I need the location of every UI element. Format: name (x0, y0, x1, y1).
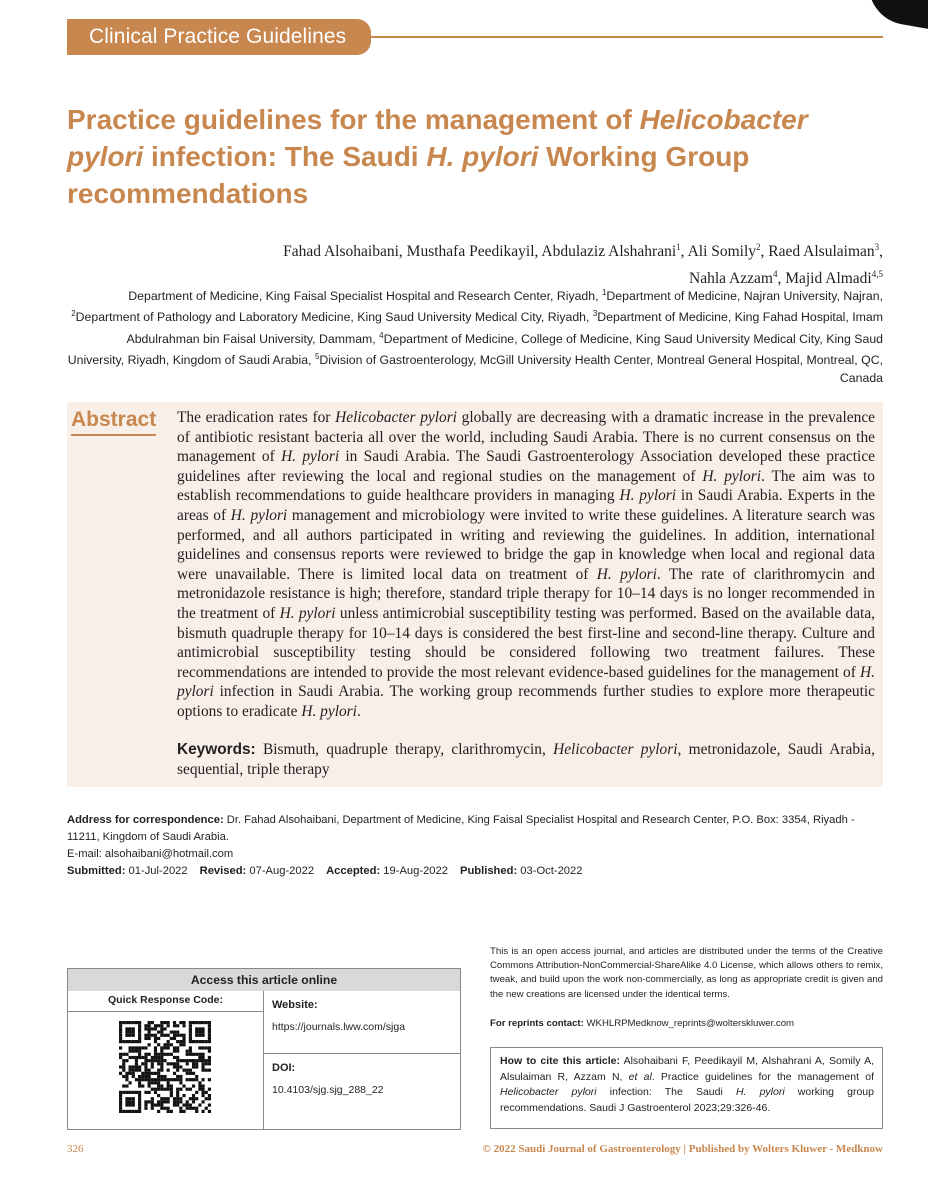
author-name: Abdulaziz Alshahrani (541, 243, 677, 261)
abstract-text (177, 408, 875, 722)
author-affiliation-mark: 3 (874, 242, 880, 252)
date-item (326, 865, 448, 877)
italic-text: H. pylori (230, 506, 288, 524)
date-item (67, 865, 188, 877)
italic-text: H. pylori (177, 663, 875, 701)
reprints-contact (490, 1018, 883, 1029)
author-affiliation-mark: 4 (772, 269, 778, 280)
italic-text: H. pylori (281, 448, 340, 466)
text-run: in Saudi Arabia. Experts in the areas of (177, 487, 875, 524)
author-affiliation-mark: 4,5 (871, 269, 883, 280)
correspondence-label: Address for correspondence: (67, 814, 224, 826)
date-value: 03-Oct-2022 (517, 865, 583, 877)
affiliation-text: Division of Gastroenterology, McGill University Health Center, Montreal General Hospital, Montreal, QC, Canada (319, 352, 883, 386)
text-run: , metronidazole, Saudi Arabia, sequential, triple therapy (177, 741, 875, 778)
affiliation-text: Department of Pathology and Laboratory Medicine, King Saud University Medical City, Riyadh (75, 310, 586, 325)
author-affiliation-mark: 2 (756, 242, 761, 252)
keywords-list (177, 741, 875, 778)
text-run: Practice guidelines for the management of (67, 104, 640, 135)
article-dates (67, 863, 883, 880)
author-name: Ali Somily (687, 243, 757, 261)
website-cell (264, 991, 460, 1054)
date-item (200, 865, 314, 877)
affiliation-text: Department of Medicine, King Fahad Hospital, Imam Abdulrahman bin Faisal University, Dammam (126, 310, 883, 346)
affiliation-mark: 4 (379, 330, 384, 340)
text-run: infection: The Saudi (143, 141, 427, 172)
text-run: unless antimicrobial susceptibility testing was performed. Based on the available data, bismuth quadruple therapy for 10–14 days is considered the best first-line and second-line therapy. Culture and antimicrobial susceptibility testing should be considered following two treatment failures. These recommendations are intended to provide the most relevant evidence-based guidelines for the management of (177, 604, 876, 681)
author-name: Raed Alsulaiman (768, 243, 875, 261)
section-label: Clinical Practice Guidelines (89, 25, 347, 48)
italic-text: Helicobacter pylori (335, 409, 457, 426)
reprints-email[interactable]: WKHLRPMedknow_reprints@wolterskluwer.com (583, 1018, 795, 1029)
affiliation-mark: 5 (314, 351, 320, 361)
date-label: Published: (459, 865, 518, 877)
text-run: in Saudi Arabia. The Saudi Gastroenterology Association developed these practice guidelines after reviewing the local and regional studies on the management of (177, 448, 875, 485)
italic-text: Helicobacter pylori (67, 104, 808, 172)
text-run: Bismuth, quadruple therapy, clarithromycin, (255, 741, 554, 758)
date-value: 01-Jul-2022 (125, 865, 188, 877)
author-name: Nahla Azzam (689, 270, 773, 288)
access-details (264, 991, 460, 1129)
abstract-heading: Abstract (71, 408, 156, 436)
date-value: 07-Aug-2022 (246, 865, 315, 877)
correspondence-address-text: Dr. Fahad Alsohaibani, Department of Medicine, King Faisal Specialist Hospital and Research Center, P.O. Box: 3354, Riyadh - 11211, Kingdom of Saudi Arabia. (67, 814, 855, 843)
text-run: Working Group recommendations (67, 141, 750, 209)
italic-text: H. pylori (301, 702, 357, 720)
affiliation-text: Department of Medicine, King Faisal Specialist Hospital and Research Center, Riyadh (128, 289, 596, 304)
author-name: Musthafa Peedikayil (406, 243, 535, 261)
date-item (460, 865, 582, 877)
abstract-box (67, 402, 883, 787)
access-box (67, 968, 461, 1130)
date-label: Accepted: (326, 865, 381, 877)
access-heading: Access this article online (68, 969, 460, 991)
citation-text (500, 1054, 874, 1116)
affiliation-mark: 1 (601, 288, 607, 297)
affiliation-list: Department of Medicine, King Faisal Specialist Hospital and Research Center, Riyadh, $^1$Department of Medicine, Najran University, Najran, $^2$Department of Pathology and Laboratory Medicine, King Saud University Medical City, Riyadh, $^3$Department of Medicine, King Fahad Hospital, Imam Abdulrahman bin Faisal University, Dammam, $^4$Department of Medicine, College of Medicine, King Saud University Medical City, King Saud University, Riyadh, Kingdom of Saudi Arabia, $^5$Division of Gastroenterology, McGill University Health Center, Montreal General Hospital, Montreal, QC, Canada (67, 288, 883, 386)
doi-cell (264, 1054, 460, 1129)
text-run: infection: The Saudi (596, 1086, 736, 1098)
date-label: Revised: (199, 865, 247, 877)
italic-text: H. pylori (596, 565, 657, 583)
author-list: Fahad Alsohaibani, Musthafa Peedikayil, Abdulaziz Alshahrani$^1$, Ali Somily$^2$, Raed Alsulaiman$^3$, Nahla Azzam$^4$, Majid Almadi$^{4,5}$ (283, 242, 883, 288)
correspondence-address (67, 812, 883, 846)
text-run: management and microbiology were invited to write these guidelines. A literature search was performed, and all authors participated in writing and reviewing the guidelines. In addition, international guidelines and consensus reports were reviewed to bridge the gap in knowledge when local and regional data were unavailable. There is limited local data on treatment of (177, 506, 875, 583)
keywords-label: Keywords: (177, 741, 256, 758)
affiliation-text: Department of Medicine, College of Medicine, King Saud University Medical City, King Saud University, Riyadh, Kingdom of Saudi Arabia (67, 331, 883, 367)
italic-text: H. pylori (279, 604, 336, 622)
keywords (177, 740, 875, 779)
text-run: . Practice guidelines for the management of (651, 1070, 874, 1083)
date-value: 19-Aug-2022 (380, 865, 448, 877)
affiliation-mark: 2 (71, 309, 76, 319)
website-link[interactable]: https://journals.lww.com/sjga (272, 1021, 406, 1033)
italic-text: H. pylori (702, 467, 761, 485)
italic-text: Helicobacter pylori (500, 1086, 597, 1098)
website-label: Website: (272, 999, 318, 1011)
italic-text: H. pylori (426, 141, 539, 172)
qr-code-icon[interactable] (119, 1021, 211, 1113)
citation-box (490, 1047, 883, 1129)
text-run: working group recommendations. Saudi J Gastroenterol 2023;29:326-46. (500, 1086, 874, 1114)
author-name: Majid Almadi (785, 270, 872, 288)
license-text: This is an open access journal, and articles are distributed under the terms of the Creative Commons Attribution-NonCommercial-ShareAlike 4.0 License, which allows others to remix, tweak, and build upon the work non-commercially, as long as appropriate credit is given and the new creations are licensed under the identical terms. (490, 946, 883, 1000)
italic-text: H. pylori (735, 1086, 785, 1098)
author-name: Fahad Alsohaibani (283, 243, 399, 261)
doi-link[interactable]: 10.4103/sjg.sjg_288_22 (272, 1084, 384, 1096)
header-rule (371, 36, 883, 38)
text-run: infection in Saudi Arabia. The working group recommends further studies to explore more therapeutic options to eradicate (177, 683, 875, 720)
text-run: . (356, 702, 361, 720)
page-number: 326 (67, 1143, 84, 1155)
reprints-label: For reprints contact: (490, 1018, 584, 1029)
corner-decoration (862, 0, 928, 34)
text-run: The eradication rates for (177, 409, 336, 426)
affiliation-text: Department of Medicine, Najran University, Najran (606, 289, 880, 304)
affiliation-mark: 3 (592, 309, 598, 319)
text-run: . The aim was to establish recommendations to guide healthcare providers in managing (177, 467, 876, 505)
text-run: globally are decreasing with a dramatic increase in the prevalence of antibiotic resistant bacteria all over the world, including Saudi Arabia. There is no current consensus on the management of (177, 409, 875, 466)
text-run: Alsohaibani F, Peedikayil M, Alshahrani A, Somily A, Alsulaiman R, Azzam N, (500, 1055, 874, 1083)
correspondence-email: E-mail: alsohaibani@hotmail.com (67, 848, 234, 860)
italic-text: Helicobacter pylori (553, 741, 678, 758)
doi-label: DOI: (272, 1062, 296, 1074)
citation-label: How to cite this article: (500, 1055, 620, 1067)
section-tab (67, 19, 371, 55)
correspondence (67, 812, 883, 880)
qr-label: Quick Response Code: (68, 991, 263, 1012)
italic-text: H. pylori (619, 487, 677, 505)
article-title (67, 101, 887, 212)
qr-cell (68, 991, 264, 1129)
text-run: . The rate of clarithromycin and metronidazole resistance is high; therefore, standard triple therapy for 10–14 days is no longer recommended in the treatment of (177, 565, 875, 622)
italic-text: et al (628, 1070, 652, 1083)
journal-footer: © 2022 Saudi Journal of Gastroenterology | Published by Wolters Kluwer - Medknow (482, 1143, 883, 1155)
date-label: Submitted: (67, 865, 126, 877)
author-affiliation-mark: 1 (676, 242, 681, 252)
